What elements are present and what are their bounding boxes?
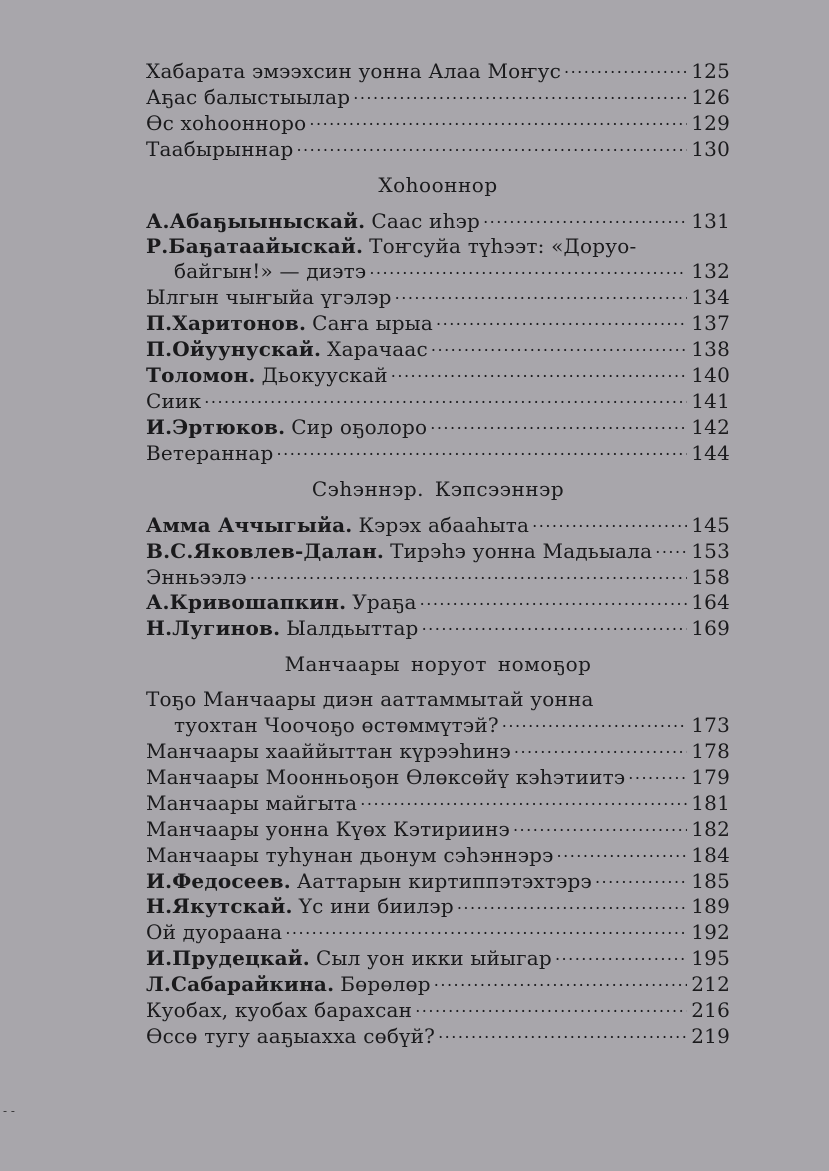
toc-entry[interactable] bbox=[146, 945, 730, 971]
entry-title: Таабырыннар bbox=[146, 136, 294, 161]
entry-page-number: 132 bbox=[691, 259, 730, 284]
toc-entry[interactable] bbox=[146, 440, 730, 466]
entry-page-number: 144 bbox=[691, 440, 730, 465]
dot-leader bbox=[420, 589, 687, 609]
entry-page-number: 125 bbox=[691, 59, 730, 83]
dot-leader bbox=[422, 615, 687, 635]
entry-title: Тирэһэ уонна Мадьыала bbox=[390, 538, 653, 563]
toc-entry[interactable] bbox=[146, 84, 730, 110]
entry-author: И.Федосеев. bbox=[146, 868, 291, 893]
dot-leader bbox=[436, 310, 687, 330]
dot-leader bbox=[250, 564, 687, 584]
toc-entry[interactable] bbox=[146, 388, 730, 414]
toc-entry[interactable] bbox=[146, 764, 730, 790]
dot-leader bbox=[430, 414, 687, 434]
entry-page-number: 145 bbox=[691, 512, 730, 537]
entry-page-number: 219 bbox=[691, 1024, 730, 1048]
entry-title: Сиик bbox=[146, 388, 202, 413]
entry-title: Сир оҕолоро bbox=[291, 414, 428, 439]
dot-leader bbox=[564, 58, 687, 78]
entry-page-number: 131 bbox=[691, 208, 730, 233]
entry-page-number: 185 bbox=[691, 868, 730, 893]
entry-page-number: 142 bbox=[691, 414, 730, 439]
toc-entry-first-line bbox=[146, 687, 730, 712]
entry-title: Энньээлэ bbox=[146, 564, 247, 589]
entry-title: Ыалдьыттар bbox=[286, 616, 419, 641]
dot-leader bbox=[277, 440, 687, 460]
dot-leader bbox=[513, 816, 687, 836]
entry-page-number: 184 bbox=[691, 842, 730, 867]
entry-page-number: 195 bbox=[691, 946, 730, 971]
entry-title: Ылгын чыҥыйа үгэлэр bbox=[146, 285, 392, 310]
entry-title: Манчаары туһунан дьонум сэһэннэрэ bbox=[146, 842, 554, 867]
entry-page-number: 137 bbox=[691, 311, 730, 336]
entry-title: Куобах, куобах барахсан bbox=[146, 998, 413, 1023]
entry-page-number: 212 bbox=[691, 972, 730, 997]
toc-entry[interactable] bbox=[146, 58, 730, 84]
entry-author: П.Харитонов. bbox=[146, 311, 307, 336]
entry-page-number: 182 bbox=[691, 816, 730, 841]
toc-entry[interactable] bbox=[146, 816, 730, 842]
dot-leader bbox=[395, 284, 687, 304]
dot-leader bbox=[532, 512, 687, 532]
entry-page-number: 181 bbox=[691, 790, 730, 815]
entry-title: Харачаас bbox=[327, 337, 428, 362]
dot-leader bbox=[369, 258, 687, 278]
dot-leader bbox=[431, 336, 687, 356]
entry-title: Тоҕо Манчаары диэн ааттаммытай уонна bbox=[146, 687, 594, 712]
toc-entry[interactable] bbox=[146, 971, 730, 997]
toc-entry[interactable] bbox=[146, 336, 730, 362]
dot-leader bbox=[557, 842, 687, 862]
entry-title: Аҕас балыстыылар bbox=[146, 84, 351, 109]
entry-title: Өссө тугу ааҕыахха сөбүй? bbox=[146, 1024, 436, 1048]
entry-title: Саҥа ырыа bbox=[312, 311, 434, 336]
toc-entry[interactable] bbox=[146, 842, 730, 868]
toc-entry[interactable] bbox=[146, 208, 730, 234]
toc-entry[interactable] bbox=[146, 919, 730, 945]
scan-mark: - - bbox=[3, 1104, 15, 1118]
entry-title: Манчаары майгыта bbox=[146, 790, 358, 815]
toc-entry[interactable] bbox=[146, 997, 730, 1023]
entry-title: Ааттарын киртиппэтэхтэрэ bbox=[296, 868, 592, 893]
entry-title-continued: байгын!» — диэтэ bbox=[174, 259, 367, 284]
entry-author: П.Ойуунускай. bbox=[146, 337, 322, 362]
dot-leader bbox=[595, 868, 687, 888]
toc-entry[interactable] bbox=[146, 310, 730, 336]
entry-page-number: 134 bbox=[691, 285, 730, 310]
entry-page-number: 164 bbox=[691, 590, 730, 615]
dot-leader bbox=[296, 136, 687, 156]
toc-entry[interactable] bbox=[146, 868, 730, 894]
entry-page-number: 173 bbox=[691, 713, 730, 738]
entry-page-number: 153 bbox=[691, 538, 730, 563]
toc-entry[interactable] bbox=[146, 284, 730, 310]
section-heading: Манчаары норуот номоҕор bbox=[284, 652, 592, 677]
toc-entry[interactable] bbox=[146, 712, 730, 738]
entry-author: Л.Сабарайкина. bbox=[146, 972, 335, 997]
dot-leader bbox=[457, 893, 687, 913]
dot-leader bbox=[655, 538, 687, 558]
entry-title: Дьокуускай bbox=[261, 363, 388, 388]
entry-title: Манчаары хааййыттан күрээһинэ bbox=[146, 739, 511, 764]
entry-page-number: 216 bbox=[691, 998, 730, 1023]
entry-page-number: 141 bbox=[691, 388, 730, 413]
toc-entry[interactable] bbox=[146, 615, 730, 641]
dot-leader bbox=[204, 388, 687, 408]
entry-title: Кэрэх абааһыта bbox=[358, 512, 530, 537]
entry-title: Хабарата эмээхсин уонна Алаа Моҥус bbox=[146, 59, 561, 83]
toc-entry[interactable] bbox=[146, 790, 730, 816]
toc-entry[interactable] bbox=[146, 414, 730, 440]
entry-author: Н.Лугинов. bbox=[146, 616, 281, 641]
entry-author: А.Абаҕыыныскай. bbox=[146, 208, 366, 233]
entry-author: В.С.Яковлев-Далан. bbox=[146, 538, 385, 563]
entry-title: Ой дуораана bbox=[146, 920, 283, 945]
entry-author: Толомон. bbox=[146, 363, 256, 388]
dot-leader bbox=[353, 84, 687, 104]
toc-entry-first-line bbox=[146, 234, 730, 259]
entry-page-number: 130 bbox=[691, 136, 730, 161]
section-heading: Сэһэннэр. Кэпсээннэр bbox=[311, 476, 565, 501]
dot-leader bbox=[438, 1023, 687, 1043]
dot-leader bbox=[555, 945, 687, 965]
toc-entry[interactable] bbox=[146, 738, 730, 764]
dot-leader bbox=[360, 790, 687, 810]
entry-title: Үс ини биилэр bbox=[298, 894, 454, 919]
dot-leader bbox=[514, 738, 687, 758]
dot-leader bbox=[285, 919, 687, 939]
entry-page-number: 138 bbox=[691, 337, 730, 362]
entry-title: Бөрөлөр bbox=[340, 972, 431, 997]
entry-page-number: 179 bbox=[691, 764, 730, 789]
entry-page-number: 158 bbox=[691, 564, 730, 589]
toc-entry[interactable] bbox=[146, 564, 730, 590]
entry-title: Ветераннар bbox=[146, 440, 274, 465]
section-heading: Хоһооннор bbox=[378, 172, 498, 197]
entry-author: А.Кривошапкин. bbox=[146, 590, 347, 615]
entry-author: И.Прудецкай. bbox=[146, 946, 310, 971]
toc-entry[interactable] bbox=[146, 538, 730, 564]
dot-leader bbox=[434, 971, 687, 991]
entry-title-continued: туохтан Чоочоҕо өстөммүтэй? bbox=[174, 713, 499, 738]
entry-title: Манчаары Моонньоҕон Өлөксөйү кэһэтиитэ bbox=[146, 764, 626, 789]
dot-leader bbox=[628, 764, 687, 784]
toc-entry[interactable] bbox=[146, 512, 730, 538]
toc-entry[interactable] bbox=[146, 589, 730, 615]
dot-leader bbox=[391, 362, 687, 382]
toc-entry[interactable] bbox=[146, 110, 730, 136]
dot-leader bbox=[309, 110, 687, 130]
entry-page-number: 126 bbox=[691, 84, 730, 109]
toc-entry[interactable] bbox=[146, 362, 730, 388]
dot-leader bbox=[502, 712, 687, 732]
toc-entry[interactable] bbox=[146, 136, 730, 162]
dot-leader bbox=[483, 208, 687, 228]
entry-author: И.Эртюков. bbox=[146, 414, 286, 439]
entry-page-number: 178 bbox=[691, 739, 730, 764]
toc-entry[interactable] bbox=[146, 1023, 730, 1049]
entry-page-number: 169 bbox=[691, 616, 730, 641]
entry-title: Сыл уон икки ыйыгар bbox=[315, 946, 552, 971]
dot-leader bbox=[415, 997, 687, 1017]
entry-title: Манчаары уонна Күөх Кэтириинэ bbox=[146, 816, 510, 841]
entry-page-number: 140 bbox=[691, 363, 730, 388]
toc-entry[interactable] bbox=[146, 258, 730, 284]
entry-title: Саас иһэр bbox=[371, 208, 481, 233]
entry-author: Н.Якутскай. bbox=[146, 894, 293, 919]
entry-author: Р.Баҕатаайыскай. bbox=[146, 233, 364, 258]
entry-author: Амма Аччыгыйа. bbox=[146, 512, 353, 537]
entry-page-number: 189 bbox=[691, 894, 730, 919]
entry-title: Өс хоһооннoро bbox=[146, 110, 307, 135]
entry-title: Ураҕа bbox=[352, 590, 417, 615]
entry-page-number: 192 bbox=[691, 920, 730, 945]
toc-entry[interactable] bbox=[146, 893, 730, 919]
entry-title: Тоҥсуйа түһээт: «Доруо- bbox=[369, 233, 637, 258]
table-of-contents bbox=[146, 58, 730, 1049]
entry-page-number: 129 bbox=[691, 110, 730, 135]
